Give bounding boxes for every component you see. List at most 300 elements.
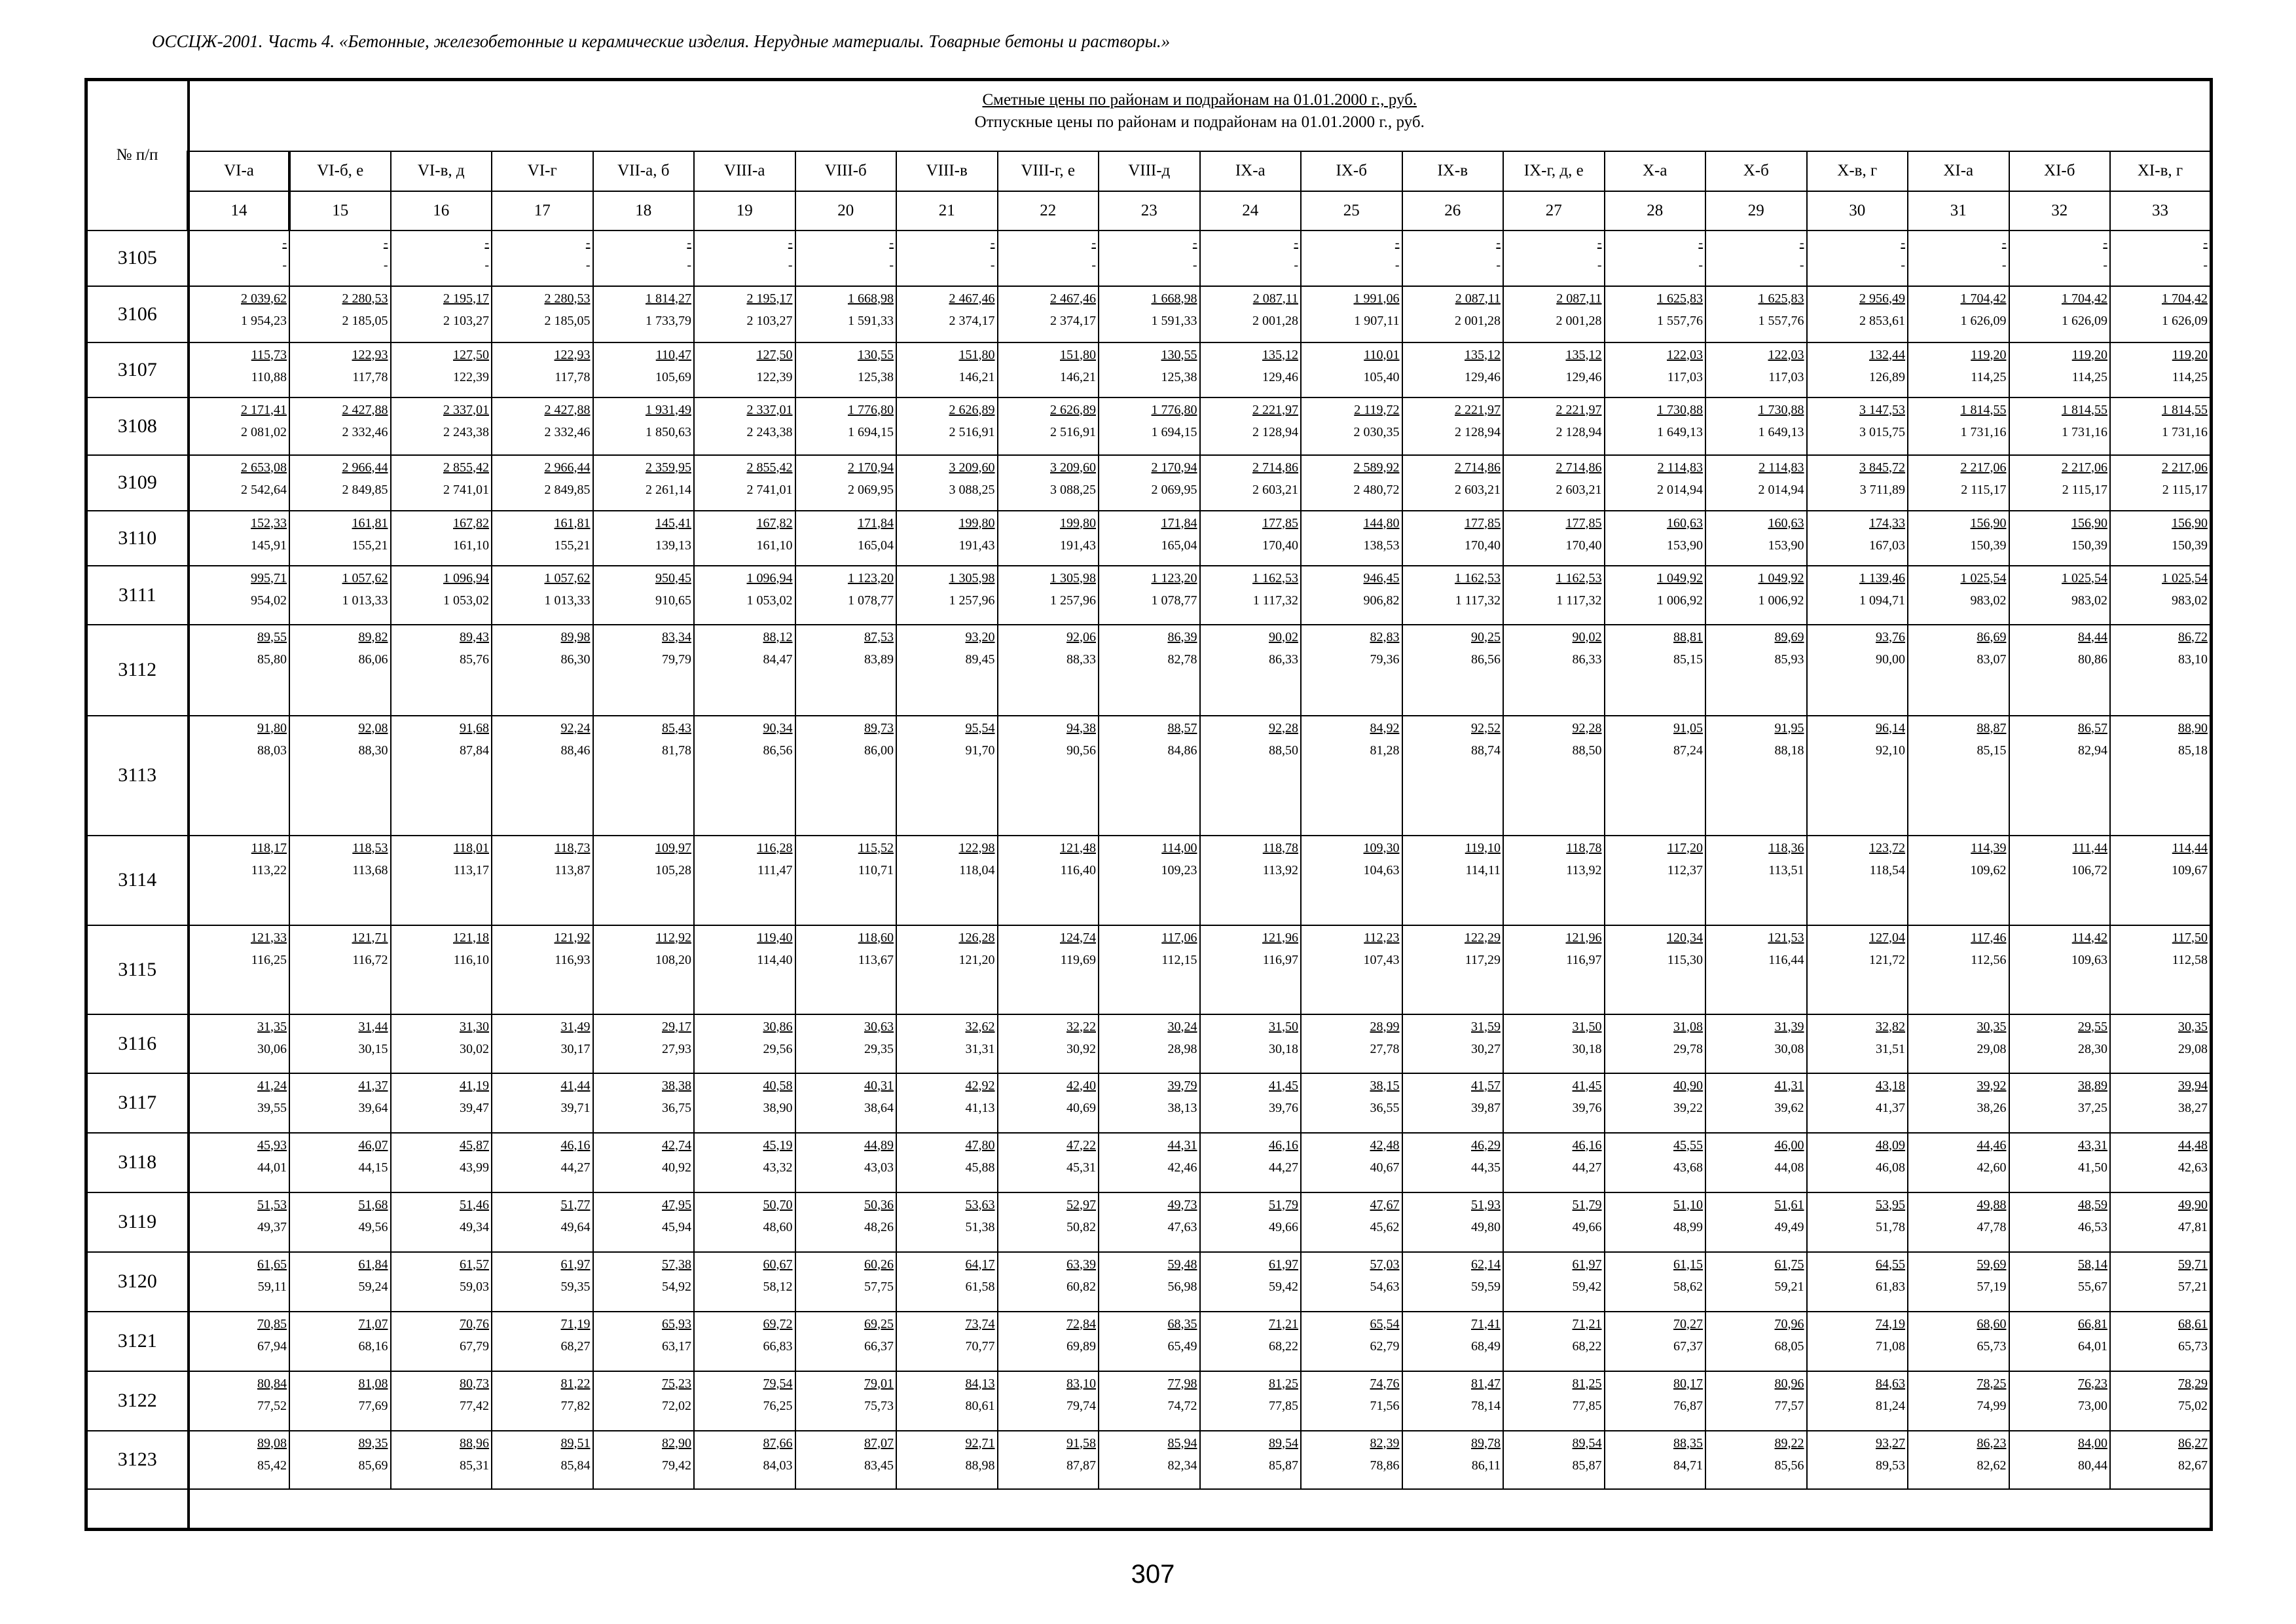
estimate-price: - [990, 235, 995, 250]
release-price: 39,47 [460, 1100, 489, 1115]
release-price: 1 649,13 [1657, 424, 1703, 439]
release-price: 88,50 [1572, 743, 1602, 758]
release-price: - [990, 257, 995, 272]
price-cell [1605, 836, 1706, 925]
release-price: 65,73 [2178, 1338, 2208, 1354]
estimate-price: 88,96 [460, 1435, 489, 1450]
price-cell [998, 1431, 1099, 1489]
estimate-price: 3 209,60 [1050, 460, 1096, 475]
estimate-price: - [687, 235, 691, 250]
price-cell [1301, 397, 1402, 455]
release-price: 2 243,38 [746, 424, 793, 439]
release-price: 80,61 [965, 1398, 995, 1413]
price-cell [1705, 566, 1807, 625]
release-price: 85,93 [1774, 652, 1804, 667]
estimate-price: 1 162,53 [1455, 570, 1501, 585]
price-cell [998, 1073, 1099, 1133]
price-cell [1705, 342, 1807, 397]
estimate-price: 1 305,98 [1050, 570, 1096, 585]
estimate-price: - [2203, 235, 2208, 250]
release-price: 1 257,96 [949, 593, 995, 608]
price-cell [1402, 1133, 1504, 1192]
release-price: 2 001,28 [1252, 313, 1298, 328]
price-cell [289, 1431, 391, 1489]
estimate-price: 115,52 [858, 840, 894, 855]
estimate-price: 1 025,54 [2062, 570, 2107, 585]
estimate-price: 63,39 [1066, 1257, 1096, 1272]
price-cell [2009, 1192, 2111, 1252]
release-price: 2 741,01 [443, 482, 489, 497]
price-cell [1705, 1073, 1807, 1133]
release-price: 82,62 [1977, 1458, 2007, 1473]
release-price: 40,69 [1066, 1100, 1096, 1115]
price-cell [1908, 397, 2009, 455]
release-price: 2 603,21 [1556, 482, 1602, 497]
estimate-price: 2 714,86 [1455, 460, 1501, 475]
release-price: 48,99 [1673, 1219, 1703, 1234]
estimate-price: 31,30 [460, 1019, 489, 1034]
price-cell [694, 836, 795, 925]
price-cell [391, 1371, 492, 1431]
price-cell [492, 716, 593, 836]
estimate-price: 1 668,98 [1151, 291, 1197, 306]
release-price: 56,98 [1167, 1279, 1197, 1294]
estimate-price: 145,41 [655, 515, 691, 530]
price-cell [1705, 716, 1807, 836]
price-cell [492, 511, 593, 566]
price-cell [1099, 286, 1200, 342]
estimate-price: 59,69 [1977, 1257, 2007, 1272]
release-price: 1 094,71 [1859, 593, 1905, 608]
price-cell [896, 342, 998, 397]
price-cell [2009, 1371, 2111, 1431]
empty-row [86, 1489, 2212, 1530]
estimate-price: 89,22 [1774, 1435, 1804, 1450]
price-cell [1908, 716, 2009, 836]
release-price: 150,39 [2071, 538, 2107, 553]
release-price: 86,56 [1471, 652, 1501, 667]
release-price: 113,87 [555, 862, 591, 877]
release-price: 30,92 [1066, 1041, 1096, 1056]
price-cell [1402, 1073, 1504, 1133]
release-price: 115,30 [1667, 952, 1703, 967]
price-cell [189, 1252, 290, 1312]
release-price: 88,98 [965, 1458, 995, 1473]
estimate-price: 89,69 [1774, 629, 1804, 644]
estimate-price: - [1799, 235, 1804, 250]
price-cell [1908, 286, 2009, 342]
estimate-price: 91,80 [257, 720, 287, 735]
document-header: ОССЦЖ-2001. Часть 4. «Бетонные, железобетонные и керамические изделия. Нерудные материалы. Товарные бетоны и растворы.» [152, 31, 1171, 51]
release-price: 1 053,02 [443, 593, 489, 608]
column-number: 31 [1908, 191, 2009, 231]
price-cell [1605, 716, 1706, 836]
price-cell [694, 511, 795, 566]
release-price: 76,87 [1673, 1398, 1703, 1413]
price-cell [998, 1133, 1099, 1192]
release-price: 170,40 [1565, 538, 1602, 553]
release-price: 109,63 [2071, 952, 2107, 967]
release-price: 117,03 [1768, 369, 1804, 384]
release-price: 42,46 [1167, 1160, 1197, 1175]
estimate-price: 44,31 [1167, 1137, 1197, 1153]
estimate-price: 42,48 [1370, 1137, 1400, 1153]
price-cell [492, 231, 593, 286]
row-code: 3109 [86, 455, 189, 511]
price-cell [1807, 925, 1908, 1014]
table-row [86, 566, 2212, 625]
release-price: 45,62 [1370, 1219, 1400, 1234]
estimate-price: - [2103, 235, 2107, 250]
price-cell [998, 455, 1099, 511]
estimate-price: 171,84 [858, 515, 894, 530]
release-price: 29,35 [864, 1041, 894, 1056]
estimate-price: 70,76 [460, 1316, 489, 1331]
estimate-price: 114,42 [2071, 930, 2107, 945]
release-price: 45,94 [662, 1219, 691, 1234]
estimate-price: 45,55 [1673, 1137, 1703, 1153]
estimate-price: 86,27 [2178, 1435, 2208, 1450]
release-price: - [1799, 257, 1804, 272]
price-cell [189, 716, 290, 836]
price-cell [492, 566, 593, 625]
estimate-price: 127,04 [1869, 930, 1905, 945]
estimate-price: 30,24 [1167, 1019, 1197, 1034]
release-price: 30,08 [1774, 1041, 1804, 1056]
release-price: 72,02 [662, 1398, 691, 1413]
price-cell [1301, 1014, 1402, 1073]
price-cell [1301, 286, 1402, 342]
release-price: 1 733,79 [646, 313, 691, 328]
release-price: 1 078,77 [848, 593, 894, 608]
price-cell [391, 455, 492, 511]
table-row [86, 1431, 2212, 1489]
price-cell [795, 1014, 897, 1073]
price-cell [896, 1192, 998, 1252]
estimate-price: 1 625,83 [1657, 291, 1703, 306]
estimate-price: 79,01 [864, 1376, 894, 1391]
price-cell [2009, 925, 2111, 1014]
price-cell [1503, 1371, 1605, 1431]
price-cell [694, 286, 795, 342]
estimate-price: 2 221,97 [1252, 402, 1298, 417]
price-cell [2110, 1431, 2212, 1489]
estimate-price: 117,50 [2172, 930, 2208, 945]
release-price: 31,51 [1876, 1041, 1905, 1056]
release-price: 42,63 [2178, 1160, 2208, 1175]
estimate-price: 122,93 [352, 347, 388, 362]
price-cell [1605, 1073, 1706, 1133]
release-price: 58,62 [1673, 1279, 1703, 1294]
estimate-price: 1 814,55 [2162, 402, 2208, 417]
price-cell [1503, 836, 1605, 925]
estimate-price: 1 730,88 [1657, 402, 1703, 417]
price-cell [998, 231, 1099, 286]
release-price: 40,67 [1370, 1160, 1400, 1175]
release-price: 44,27 [560, 1160, 591, 1175]
release-price: 3 088,25 [949, 482, 995, 497]
estimate-price: 89,98 [560, 629, 591, 644]
estimate-price: 2 467,46 [1050, 291, 1096, 306]
release-price: 88,18 [1774, 743, 1804, 758]
price-cell [1908, 455, 2009, 511]
price-cell [1503, 1431, 1605, 1489]
estimate-price: 64,17 [965, 1257, 995, 1272]
release-price: 111,47 [757, 862, 793, 877]
release-price: - [484, 257, 489, 272]
price-cell [189, 925, 290, 1014]
estimate-price: - [484, 235, 489, 250]
release-price: 49,37 [257, 1219, 287, 1234]
estimate-price: 71,21 [1572, 1316, 1602, 1331]
release-price: 1 013,33 [544, 593, 591, 608]
release-price: 113,51 [1768, 862, 1804, 877]
estimate-price: 66,81 [2078, 1316, 2107, 1331]
price-cell [1503, 1312, 1605, 1371]
estimate-price: 48,09 [1876, 1137, 1905, 1153]
price-cell [1200, 286, 1302, 342]
price-cell [1705, 1192, 1807, 1252]
price-cell [1301, 716, 1402, 836]
release-price: 84,71 [1673, 1458, 1703, 1473]
estimate-price: 2 359,95 [646, 460, 691, 475]
price-cell [795, 1371, 897, 1431]
estimate-price: 119,20 [2071, 347, 2107, 362]
release-price: 73,00 [2078, 1398, 2107, 1413]
estimate-price: 2 280,53 [342, 291, 388, 306]
estimate-price: 2 087,11 [1556, 291, 1602, 306]
release-price: 114,25 [2172, 369, 2208, 384]
estimate-price: 1 139,46 [1859, 570, 1905, 585]
estimate-price: 83,10 [1066, 1376, 1096, 1391]
release-price: 63,17 [662, 1338, 691, 1354]
price-cell [1807, 1312, 1908, 1371]
price-cell [593, 1014, 695, 1073]
release-price: 146,21 [958, 369, 995, 384]
estimate-price: 119,20 [2172, 347, 2208, 362]
price-cell [795, 625, 897, 716]
release-price: 2 115,17 [2162, 482, 2208, 497]
estimate-price: 123,72 [1869, 840, 1905, 855]
estimate-price: 112,92 [655, 930, 691, 945]
estimate-price: 32,22 [1066, 1019, 1096, 1034]
estimate-price: - [1597, 235, 1602, 250]
region-header: X-б [1705, 151, 1807, 191]
estimate-price: 92,28 [1269, 720, 1298, 735]
release-price: 59,21 [1774, 1279, 1804, 1294]
price-cell [1099, 1192, 1200, 1252]
release-price: 150,39 [1970, 538, 2007, 553]
release-price: 79,79 [662, 652, 691, 667]
release-price: 66,37 [864, 1338, 894, 1354]
estimate-price: 156,90 [2172, 515, 2208, 530]
release-price: 39,87 [1471, 1100, 1501, 1115]
release-price: 85,80 [257, 652, 287, 667]
price-cell [1099, 397, 1200, 455]
release-price: 38,90 [763, 1100, 793, 1115]
price-cell [189, 1312, 290, 1371]
estimate-price: 87,53 [864, 629, 894, 644]
estimate-price: - [1294, 235, 1298, 250]
release-price: 113,68 [352, 862, 388, 877]
release-price: 1 117,32 [1556, 593, 1602, 608]
release-price: 86,06 [358, 652, 388, 667]
estimate-price: 144,80 [1363, 515, 1400, 530]
release-price: 51,38 [965, 1219, 995, 1234]
estimate-price: - [1192, 235, 1197, 250]
estimate-price: 86,39 [1167, 629, 1197, 644]
release-price: 113,17 [453, 862, 489, 877]
table-row [86, 231, 2212, 286]
release-price: 88,50 [1269, 743, 1298, 758]
estimate-price: 41,37 [358, 1078, 388, 1093]
release-price: 75,02 [2178, 1398, 2208, 1413]
estimate-price: 49,88 [1977, 1197, 2007, 1212]
estimate-price: 85,94 [1167, 1435, 1197, 1450]
price-cell [1605, 1371, 1706, 1431]
estimate-price: 174,33 [1869, 515, 1905, 530]
price-cell [1099, 836, 1200, 925]
release-price: - [687, 257, 691, 272]
price-cell [1402, 1431, 1504, 1489]
column-number: 14 [189, 191, 290, 231]
release-price: 44,27 [1572, 1160, 1602, 1175]
estimate-price: 2 626,89 [949, 402, 995, 417]
price-cell [593, 625, 695, 716]
estimate-price: 89,78 [1471, 1435, 1501, 1450]
release-price: 77,42 [460, 1398, 489, 1413]
price-cell [1605, 286, 1706, 342]
release-price: 2 014,94 [1657, 482, 1703, 497]
estimate-price: 42,40 [1066, 1078, 1096, 1093]
estimate-price: 41,19 [460, 1078, 489, 1093]
estimate-price: 31,44 [358, 1019, 388, 1034]
estimate-price: 42,74 [662, 1137, 691, 1153]
estimate-price: 41,45 [1269, 1078, 1298, 1093]
price-cell [1301, 1252, 1402, 1312]
price-cell [694, 1252, 795, 1312]
estimate-price: 53,63 [965, 1197, 995, 1212]
release-price: - [788, 257, 793, 272]
price-cell [1301, 625, 1402, 716]
price-cell [694, 455, 795, 511]
price-cell [1402, 397, 1504, 455]
estimate-price: 2 217,06 [2062, 460, 2107, 475]
price-cell [1605, 1252, 1706, 1312]
release-price: 1 257,96 [1050, 593, 1096, 608]
estimate-price: 47,22 [1066, 1137, 1096, 1153]
price-cell [1605, 397, 1706, 455]
release-price: 48,26 [864, 1219, 894, 1234]
price-cell [593, 925, 695, 1014]
release-price: 49,66 [1269, 1219, 1298, 1234]
release-price: 45,88 [965, 1160, 995, 1175]
estimate-price: 51,10 [1673, 1197, 1703, 1212]
price-cell [1301, 1431, 1402, 1489]
estimate-price: 69,72 [763, 1316, 793, 1331]
release-price: 77,85 [1269, 1398, 1298, 1413]
release-price: 39,62 [1774, 1100, 1804, 1115]
price-cell [694, 716, 795, 836]
price-cell [1099, 1073, 1200, 1133]
estimate-price: 81,22 [560, 1376, 591, 1391]
price-cell [1099, 1312, 1200, 1371]
price-cell [2009, 231, 2111, 286]
release-price: 29,56 [763, 1041, 793, 1056]
estimate-price: 161,81 [352, 515, 388, 530]
estimate-price: 51,61 [1774, 1197, 1804, 1212]
release-price: 116,10 [453, 952, 489, 967]
release-price: 121,20 [958, 952, 995, 967]
estimate-price: 121,96 [1262, 930, 1298, 945]
release-price: 57,75 [864, 1279, 894, 1294]
estimate-price: 1 730,88 [1758, 402, 1804, 417]
release-price: 84,03 [763, 1458, 793, 1473]
estimate-price: 177,85 [1565, 515, 1602, 530]
release-price: 2 849,85 [342, 482, 388, 497]
release-price: 49,49 [1774, 1219, 1804, 1234]
column-number: 28 [1605, 191, 1706, 231]
release-price: 106,72 [2071, 862, 2107, 877]
price-cell [1099, 1431, 1200, 1489]
estimate-price: 2 221,97 [1556, 402, 1602, 417]
estimate-price: 1 776,80 [1151, 402, 1197, 417]
estimate-price: 86,69 [1977, 629, 2007, 644]
price-cell [593, 566, 695, 625]
estimate-price: 167,82 [453, 515, 489, 530]
price-cell [1807, 1192, 1908, 1252]
price-cell [1605, 1312, 1706, 1371]
estimate-price: 38,15 [1370, 1078, 1400, 1093]
estimate-price: 89,54 [1269, 1435, 1298, 1450]
release-price: 2 542,64 [241, 482, 287, 497]
row-code: 3119 [86, 1192, 189, 1252]
price-cell [2110, 286, 2212, 342]
price-cell [896, 1312, 998, 1371]
estimate-price: 1 025,54 [1960, 570, 2007, 585]
price-cell [1908, 1073, 2009, 1133]
release-price: 2 516,91 [949, 424, 995, 439]
estimate-price: - [282, 235, 287, 250]
estimate-price: 118,17 [251, 840, 287, 855]
estimate-price: 93,27 [1876, 1435, 1905, 1450]
price-cell [1099, 231, 1200, 286]
estimate-price: 65,54 [1370, 1316, 1400, 1331]
release-price: 126,89 [1869, 369, 1905, 384]
release-price: 79,36 [1370, 652, 1400, 667]
price-cell [1402, 342, 1504, 397]
estimate-price: 71,41 [1471, 1316, 1501, 1331]
estimate-price: 2 427,88 [342, 402, 388, 417]
price-cell [289, 397, 391, 455]
estimate-price: 91,68 [460, 720, 489, 735]
release-price: 2 332,46 [342, 424, 388, 439]
price-cell [1099, 1371, 1200, 1431]
release-price: 113,22 [251, 862, 287, 877]
row-code: 3105 [86, 231, 189, 286]
release-price: 2 516,91 [1050, 424, 1096, 439]
price-cell [896, 397, 998, 455]
release-price: 2 374,17 [949, 313, 995, 328]
release-price: 125,38 [1161, 369, 1197, 384]
release-price: 2 185,05 [544, 313, 591, 328]
price-cell [694, 566, 795, 625]
price-cell [795, 1073, 897, 1133]
release-price: 68,49 [1471, 1338, 1501, 1354]
estimate-price: 80,84 [257, 1376, 287, 1391]
release-price: 29,08 [2178, 1041, 2208, 1056]
price-cell [1908, 566, 2009, 625]
